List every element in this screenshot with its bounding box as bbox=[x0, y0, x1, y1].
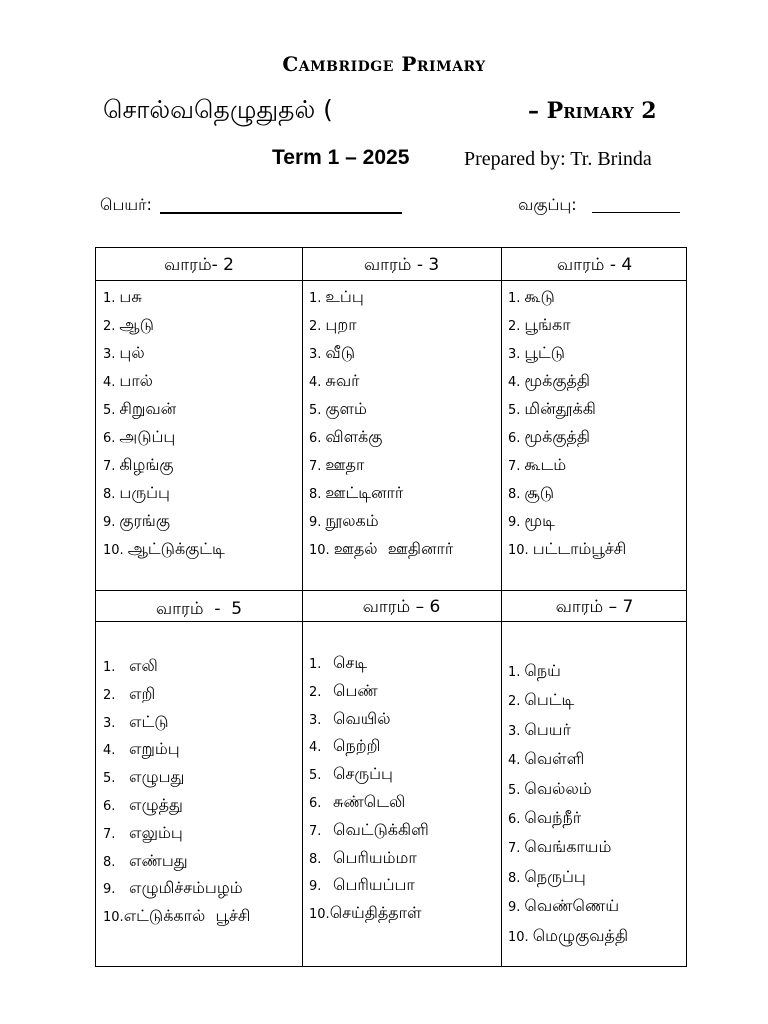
list-item: 10.செய்தித்தாள் bbox=[309, 903, 422, 923]
list-item: 10. ஊதல் ஊதினார் bbox=[309, 539, 454, 558]
list-item: 9. வெண்ணெய் bbox=[508, 896, 620, 916]
spelling-table bbox=[95, 247, 687, 967]
week-6-cell bbox=[302, 590, 501, 968]
week-heading: வாரம் - 5 bbox=[155, 599, 243, 619]
list-item: 10.எட்டுக்கால் பூச்சி bbox=[103, 906, 251, 926]
list-item: 3. எட்டு bbox=[103, 711, 169, 731]
week-2-cell bbox=[96, 248, 302, 590]
list-item: 3. பெயர் bbox=[508, 719, 571, 739]
list-item: 2. எறி bbox=[103, 683, 156, 703]
word-list bbox=[309, 283, 453, 563]
list-item: 3. பூட்டு bbox=[508, 343, 565, 362]
grade-label bbox=[528, 98, 657, 124]
list-item: 4. நெற்றி bbox=[309, 736, 381, 756]
word-list bbox=[508, 283, 626, 563]
grade-dash: – bbox=[528, 98, 547, 124]
list-item: 1. உப்பு bbox=[309, 287, 364, 306]
week-heading: வாரம் - 4 bbox=[556, 255, 633, 275]
list-item: 1. எலி bbox=[103, 656, 158, 675]
list-item: 8. நெருப்பு bbox=[508, 866, 586, 886]
grade-value: Primary 2 bbox=[546, 98, 657, 124]
list-item: 5. சிறுவன் bbox=[103, 399, 177, 418]
list-item: 8. பெரியம்மா bbox=[309, 847, 417, 867]
list-item: 7. கிழங்கு bbox=[103, 455, 174, 474]
list-item: 2. ஆடு bbox=[103, 315, 154, 334]
school-name: Cambridge Primary bbox=[282, 52, 486, 76]
list-item: 1. கூடு bbox=[508, 287, 555, 306]
list-item: 5. மின்தூக்கி bbox=[508, 399, 596, 418]
list-item: 2. பெண் bbox=[309, 680, 378, 700]
week-heading: வாரம் – 6 bbox=[362, 597, 441, 617]
list-item: 4. வெள்ளி bbox=[508, 749, 585, 769]
list-item: 7. கூடம் bbox=[508, 455, 567, 474]
list-item: 10. பட்டாம்பூச்சி bbox=[508, 539, 627, 558]
list-item: 4. எறும்பு bbox=[103, 739, 180, 759]
list-item: 3. புல் bbox=[103, 343, 145, 362]
list-item: 10. ஆட்டுக்குட்டி bbox=[103, 539, 225, 558]
list-item: 8. சூடு bbox=[508, 483, 554, 502]
list-item: 9. குரங்கு bbox=[103, 511, 170, 530]
list-item: 1. செடி bbox=[309, 653, 368, 672]
list-item: 3. வெயில் bbox=[309, 708, 391, 728]
list-item: 4. மூக்குத்தி bbox=[508, 371, 591, 390]
list-item: 6. விளக்கு bbox=[309, 427, 383, 446]
word-list bbox=[103, 283, 225, 563]
list-item: 7. வெட்டுக்கிளி bbox=[309, 819, 429, 839]
list-item: 7. ஊதா bbox=[309, 455, 365, 474]
name-label: பெயர்: bbox=[100, 195, 152, 214]
word-list bbox=[508, 656, 628, 950]
list-item: 2. பூங்கா bbox=[508, 315, 571, 334]
list-item: 6. வெந்நீர் bbox=[508, 807, 582, 827]
list-item: 4. சுவர் bbox=[309, 371, 360, 390]
list-item: 6. அடுப்பு bbox=[103, 427, 176, 446]
list-item: 6. எழுத்து bbox=[103, 794, 183, 814]
week-heading: வாரம் – 7 bbox=[555, 597, 634, 617]
list-item: 6. சுண்டெலி bbox=[309, 791, 406, 811]
list-item: 2. பெட்டி bbox=[508, 690, 575, 710]
list-item: 8. பருப்பு bbox=[103, 483, 170, 502]
name-line bbox=[160, 212, 402, 214]
list-item: 7. எலும்பு bbox=[103, 822, 183, 842]
list-item: 5. செருப்பு bbox=[309, 764, 393, 784]
list-item: 4. பால் bbox=[103, 371, 153, 390]
week-5-cell bbox=[96, 590, 302, 968]
prepared-by: Prepared by: Tr. Brinda bbox=[464, 148, 652, 170]
week-3-cell bbox=[302, 248, 501, 590]
list-item: 1. பசு bbox=[103, 287, 142, 306]
list-item: 9. மூடி bbox=[508, 511, 555, 530]
word-list bbox=[103, 652, 250, 930]
list-item: 9. நூலகம் bbox=[309, 511, 379, 530]
list-item: 5. குளம் bbox=[309, 399, 367, 418]
list-item: 8. ஊட்டினார் bbox=[309, 483, 404, 502]
list-item: 5. எழுபது bbox=[103, 767, 185, 787]
list-item: 9. எழுமிச்சம்பழம் bbox=[103, 878, 243, 898]
list-item: 7. வெங்காயம் bbox=[508, 837, 612, 857]
list-item: 10. மெழுகுவத்தி bbox=[508, 925, 629, 945]
week-7-cell bbox=[501, 590, 688, 968]
word-list bbox=[309, 649, 429, 927]
week-heading: வாரம் - 3 bbox=[363, 255, 440, 275]
list-item: 3. வீடு bbox=[309, 343, 355, 362]
week-heading: வாரம்- 2 bbox=[164, 255, 234, 275]
list-item: 9. பெரியப்பா bbox=[309, 875, 415, 895]
list-item: 6. மூக்குத்தி bbox=[508, 427, 591, 446]
list-item: 1. நெய் bbox=[508, 661, 561, 680]
worksheet-title: சொல்வதெழுதுதல் ( bbox=[103, 95, 333, 124]
class-line bbox=[592, 212, 680, 213]
week-4-cell bbox=[501, 248, 688, 590]
term-label: Term 1 – 2025 bbox=[272, 146, 410, 169]
list-item: 2. புறா bbox=[309, 315, 357, 334]
class-label: வகுப்பு: bbox=[518, 195, 577, 214]
list-item: 8. எண்பது bbox=[103, 850, 188, 870]
list-item: 5. வெல்லம் bbox=[508, 778, 592, 798]
